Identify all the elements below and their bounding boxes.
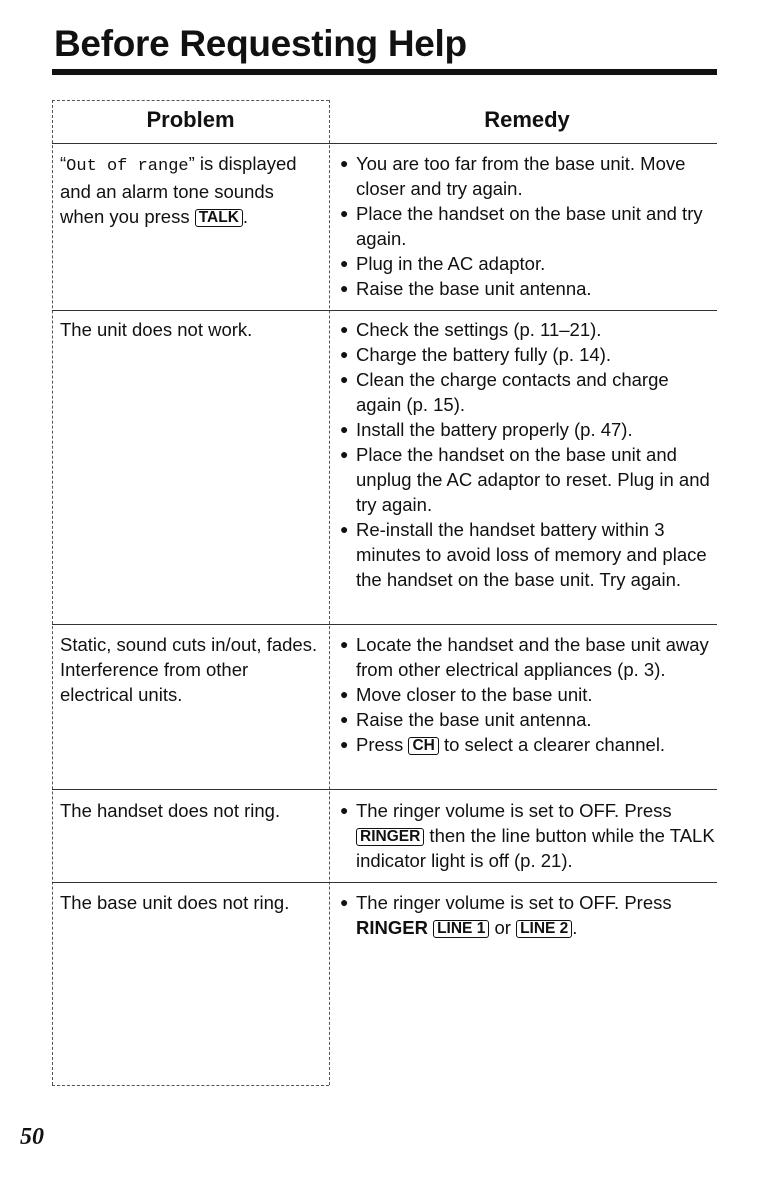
table-row-remedy [338,632,718,757]
remedy-item: ● Press CH to select a clearer channel. [340,734,666,755]
remedy-item: ● Check the settings (p. 11–21). [340,319,602,340]
talk-key: TALK [195,209,243,227]
problem-text: The base unit does not ring. [60,892,290,913]
remedy-item: ● Re-install the handset battery within 3 minutes to avoid loss of memory and place the handset on the base unit. Try again. [340,519,707,590]
table-row-remedy [338,890,718,940]
line-1-key: LINE 1 [433,920,489,938]
remedy-item: ● Place the handset on the base unit and unplug the AC adaptor to reset. Plug in and try again. [340,444,710,515]
table-row-problem [60,317,322,342]
table-top-border [52,100,329,101]
problem-text: The handset does not ring. [60,800,281,821]
table-bottom-border [52,1085,329,1086]
table-row-remedy [338,798,718,873]
table-row-remedy [338,151,718,301]
remedy-header: Remedy [484,107,570,132]
problem-text: “Out of range” is displayed and an alarm tone sounds when you press TALK . [60,153,297,227]
table-left-border [52,100,53,1085]
line-2-key: LINE 2 [516,920,572,938]
problem-header: Problem [146,107,235,132]
table-column-divider [329,100,330,1085]
table-row-problem [60,151,322,229]
table-row-problem [60,632,322,707]
ch-key: CH [408,737,438,755]
title-rule [52,69,717,75]
remedy-item: ● Charge the battery fully (p. 14). [340,344,612,365]
table-row-problem [60,798,322,823]
row-divider [52,789,717,790]
remedy-item: ● You are too far from the base unit. Move closer and try again. [340,153,686,199]
table-row-remedy [338,317,718,592]
page-number: 50 [20,1124,44,1150]
problem-text: Static, sound cuts in/out, fades. Interference from other electrical units. [60,634,318,705]
remedy-item: ● Place the handset on the base unit and try again. [340,203,703,249]
row-divider [52,882,717,883]
remedy-item: ● Install the battery properly (p. 47). [340,419,633,440]
ringer-key: RINGER [356,828,424,846]
table-row-problem [60,890,322,915]
remedy-item: ● Clean the charge contacts and charge again (p. 15). [340,369,669,415]
remedy-item: ● The ringer volume is set to OFF. Press RINGER LINE 1 or LINE 2 . [340,892,672,938]
remedy-item: ● Raise the base unit antenna. [340,278,592,299]
remedy-item: ● Plug in the AC adaptor. [340,253,546,274]
remedy-item: ● Move closer to the base unit. [340,684,593,705]
lcd-message: Out of range [66,157,189,176]
remedy-item: ● The ringer volume is set to OFF. Press RINGER then the line button while the TALK indicator light is off (p. 21). [340,800,715,871]
row-divider [52,624,717,625]
row-divider [52,310,717,311]
page-title: Before Requesting Help [54,23,467,64]
ringer-label: RINGER [356,917,428,938]
problem-text: The unit does not work. [60,319,253,340]
remedy-item: ● Locate the handset and the base unit away from other electrical appliances (p. 3). [340,634,709,680]
remedy-item: ● Raise the base unit antenna. [340,709,592,730]
row-divider [52,143,717,144]
